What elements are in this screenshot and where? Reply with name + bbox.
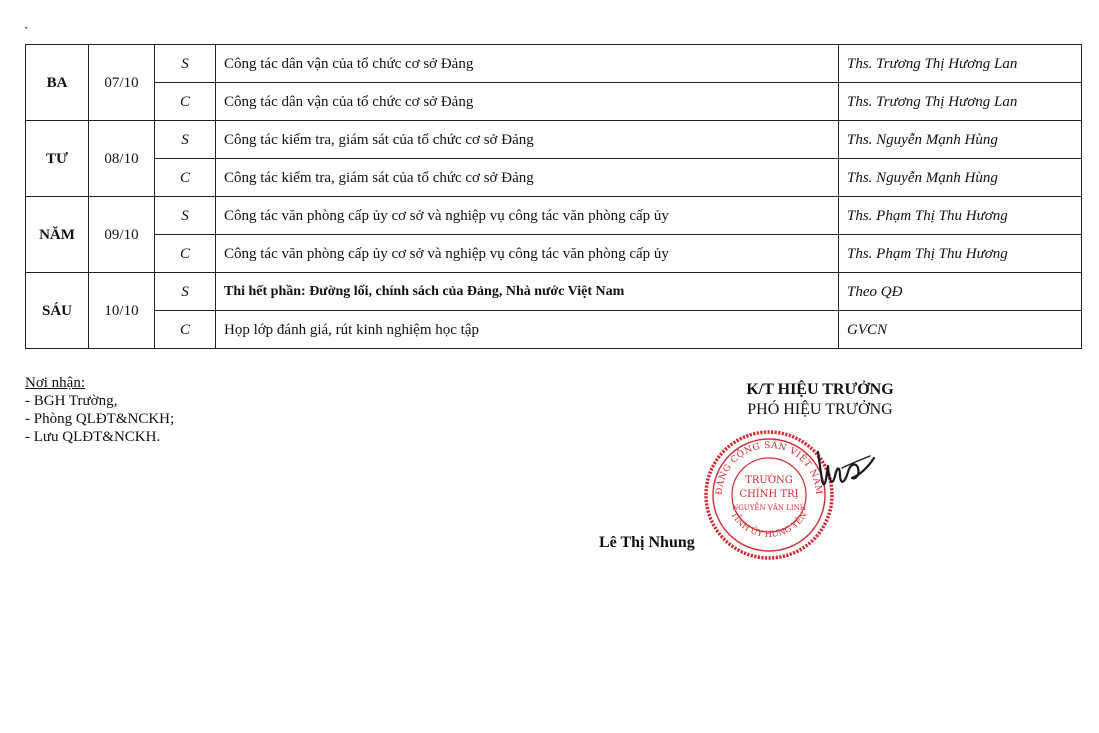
teacher-cell: Ths. Phạm Thị Thu Hương [839,197,1082,235]
content-cell: Công tác kiểm tra, giám sát của tổ chức cơ sở Đảng [216,121,839,159]
session-cell: S [155,121,216,159]
day-cell: SÁU [26,273,89,349]
session-cell: C [155,83,216,121]
seal-line-2: CHÍNH TRỊ [739,489,799,500]
teacher-cell: GVCN [839,311,1082,349]
handwritten-signature-icon [812,446,882,506]
day-cell: BA [26,45,89,121]
session-cell: S [155,273,216,311]
day-cell: NĂM [26,197,89,273]
session-cell: C [155,311,216,349]
table-row [26,235,1082,273]
signer-name: Lê Thị Nhung [599,534,695,551]
date-cell: 09/10 [89,197,155,273]
signature-subtitle: PHÓ HIỆU TRƯỞNG [747,401,893,418]
table-row [26,83,1082,121]
teacher-cell: Ths. Nguyễn Mạnh Hùng [839,121,1082,159]
recipients-block [25,374,174,446]
teacher-cell: Theo QĐ [839,273,1082,311]
session-cell: C [155,159,216,197]
table-row [26,121,1082,159]
table-row [26,273,1082,311]
session-cell: C [155,235,216,273]
content-cell: Công tác kiểm tra, giám sát của tổ chức cơ sở Đảng [216,159,839,197]
table-row [26,159,1082,197]
teacher-cell: Ths. Nguyễn Mạnh Hùng [839,159,1082,197]
content-cell: Công tác dân vận của tổ chức cơ sở Đảng [216,83,839,121]
day-cell: TƯ [26,121,89,197]
seal-outer-text: ĐẢNG CỘNG SẢN VIỆT NAM [714,440,824,496]
content-cell: Thi hết phần: Đường lối, chính sách của Đảng, Nhà nước Việt Nam [216,273,839,311]
recipient-item: - Lưu QLĐT&NCKH. [25,429,161,445]
teacher-cell: Ths. Trương Thị Hương Lan [839,45,1082,83]
content-cell: Công tác văn phòng cấp ủy cơ sở và nghiệp vụ công tác văn phòng cấp ủy [216,197,839,235]
svg-text:TỈNH ỦY HƯNG YÊN [728,510,810,540]
content-cell: Họp lớp đánh giá, rút kinh nghiệm học tập [216,311,839,349]
content-cell: Công tác văn phòng cấp ủy cơ sở và nghiệp vụ công tác văn phòng cấp ủy [216,235,839,273]
recipient-item: - BGH Trường, [25,393,118,409]
date-cell: 10/10 [89,273,155,349]
date-cell: 07/10 [89,45,155,121]
seal-line-3: NGUYỄN VĂN LINH [732,504,806,512]
table-row [26,45,1082,83]
session-cell: S [155,197,216,235]
teacher-cell: Ths. Trương Thị Hương Lan [839,83,1082,121]
table-row [26,311,1082,349]
schedule-table [25,44,1082,349]
signature-title: K/T HIỆU TRƯỞNG [746,381,894,398]
recipient-item: - Phòng QLĐT&NCKH; [25,411,175,427]
seal-bottom-text: TỈNH ỦY HƯNG YÊN [728,510,810,540]
signature-block [700,380,940,420]
table-row [26,197,1082,235]
session-cell: S [155,45,216,83]
stray-mark: ` [24,24,29,39]
recipients-heading: Nơi nhận: [25,375,86,391]
content-cell: Công tác dân vận của tổ chức cơ sở Đảng [216,45,839,83]
seal-line-1: TRƯỜNG [745,475,793,486]
teacher-cell: Ths. Phạm Thị Thu Hương [839,235,1082,273]
date-cell: 08/10 [89,121,155,197]
